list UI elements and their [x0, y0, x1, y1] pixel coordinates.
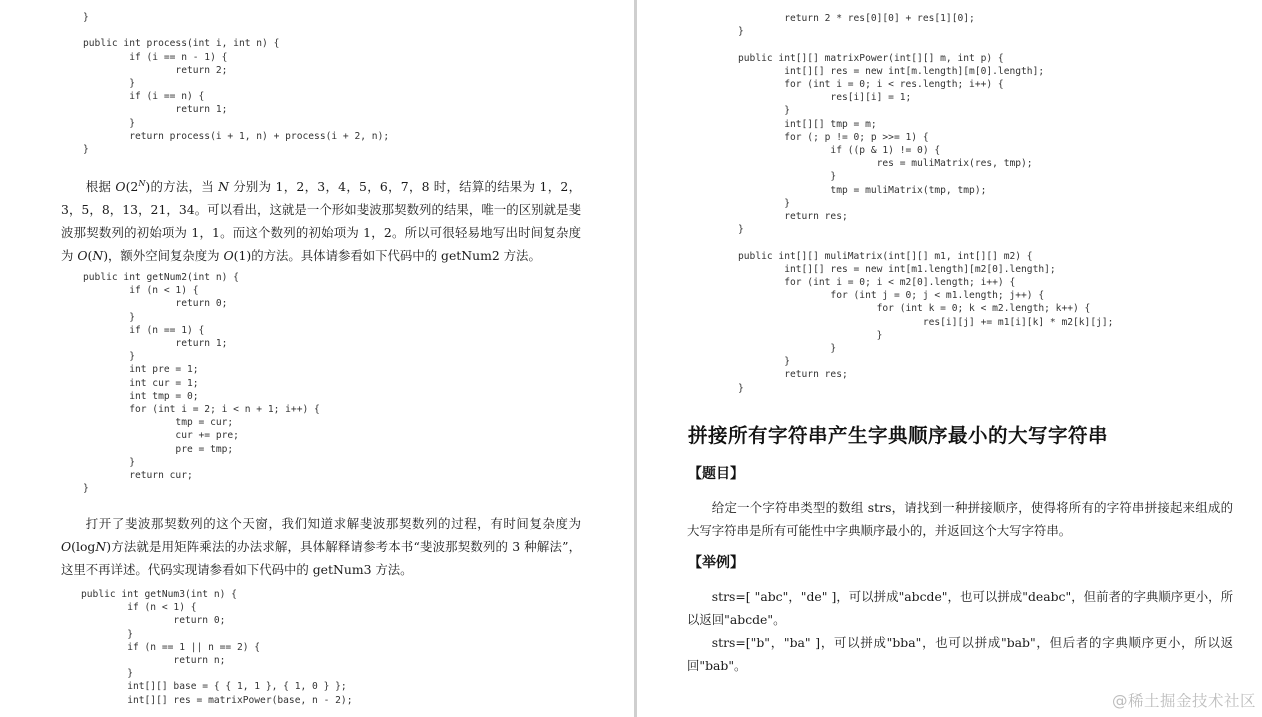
code-block-getnum2: public int getNum2(int n) { if (n < 1) { return 0; } if (n == 1) { return 1; } int pre = 1; int cur = 1; int tmp = 0; for (int i = 2; i < n + 1; i++) { tmp = cur; cur += pre; pre = tmp; } return cur; }	[83, 272, 320, 495]
code-block-process: } public int process(int i, int n) { if (i == n - 1) { return 2; } if (i == n) { return 1; } return process(i + 1, n) + process(i + 2, n); }	[83, 12, 390, 156]
paragraph-matrix-method: 打开了斐波那契数列的这个天窗，我们知道求解斐波那契数列的过程，有时间复杂度为 O(logN)方法就是用矩阵乘法的办法求解，具体解释请参考本书“斐波那契数列的 3 种解法”，这里不再详述。代码实现请参看如下代码中的 getNum3 方法。	[61, 516, 581, 577]
problem-text: 给定一个字符串类型的数组 strs，请找到一种拼接顺序，使得将所有的字符串拼接起来组成的大写字符串是所有可能性中字典顺序最小的，并返回这个大写字符串。	[687, 500, 1233, 538]
watermark-text: @稀土掘金技术社区	[1111, 692, 1256, 710]
code-block-matrix: return 2 * res[0][0] + res[1][0]; } public int[][] matrixPower(int[][] m, int p) { int[][] res = new int[m.length][m[0].length]; for (int i = 0; i < res.length; i++) { res[i][i] = 1; } int[][] tmp = m; for (; p != 0; p >>= 1) { if ((p & 1) != 0) { res = muliMatrix(res, tmp); } tmp = muliMatrix(tmp, tmp); } return res; } public int[][] muliMatrix(int[][] m1, int[][] m2) { int[][] res = new int[m1.length][m2[0].length]; for (int i = 0; i < m2[0].length; i++) { for (int j = 0; j < m1.length; j++) { for (int k = 0; k < m2.length; k++) { res[i][j] += m1[i][k] * m2[k][j]; } } } return res; }	[738, 13, 1114, 394]
section-title: 拼接所有字符串产生字典顺序最小的大写字符串	[688, 424, 1109, 447]
problem-heading: 【题目】	[688, 466, 744, 482]
paragraph-fibonacci-observation: 根据 $O(2^N)$的方法，当 N 分别为 1，2，3，4，5，6，7，8 时，结算的结果为 1，2，3，5，8，13，21，34。可以看出，这就是一个形如斐波那契数列的结果，唯一的区别就是斐波那契数列的初始项为 1，1。而这个数列的初始项为 1，2。所以可很轻易地写出时间复杂度为 O(N)，额外空间复杂度为 O(1)的方法。具体请参看如下代码中的 getNum2 方法。	[61, 179, 581, 264]
code-block-getnum3: public int getNum3(int n) { if (n < 1) { return 0; } if (n == 1 || n == 2) { return n; } int[][] base = { { 1, 1 }, { 1, 0 } }; int[][] res = matrixPower(base, n - 2);	[81, 589, 353, 706]
example-2: strs=["b"，"ba" ]，可以拼成"bba"，也可以拼成"bab"，但后者的字典顺序更小，所以返回"bab"。	[687, 635, 1233, 673]
example-1: strs=[ "abc"，"de" ]，可以拼成"abcde"，也可以拼成"deabc"，但前者的字典顺序更小，所以返回"abcde"。	[687, 589, 1233, 627]
example-heading: 【举例】	[688, 555, 744, 571]
right-book-page	[637, 0, 1262, 717]
